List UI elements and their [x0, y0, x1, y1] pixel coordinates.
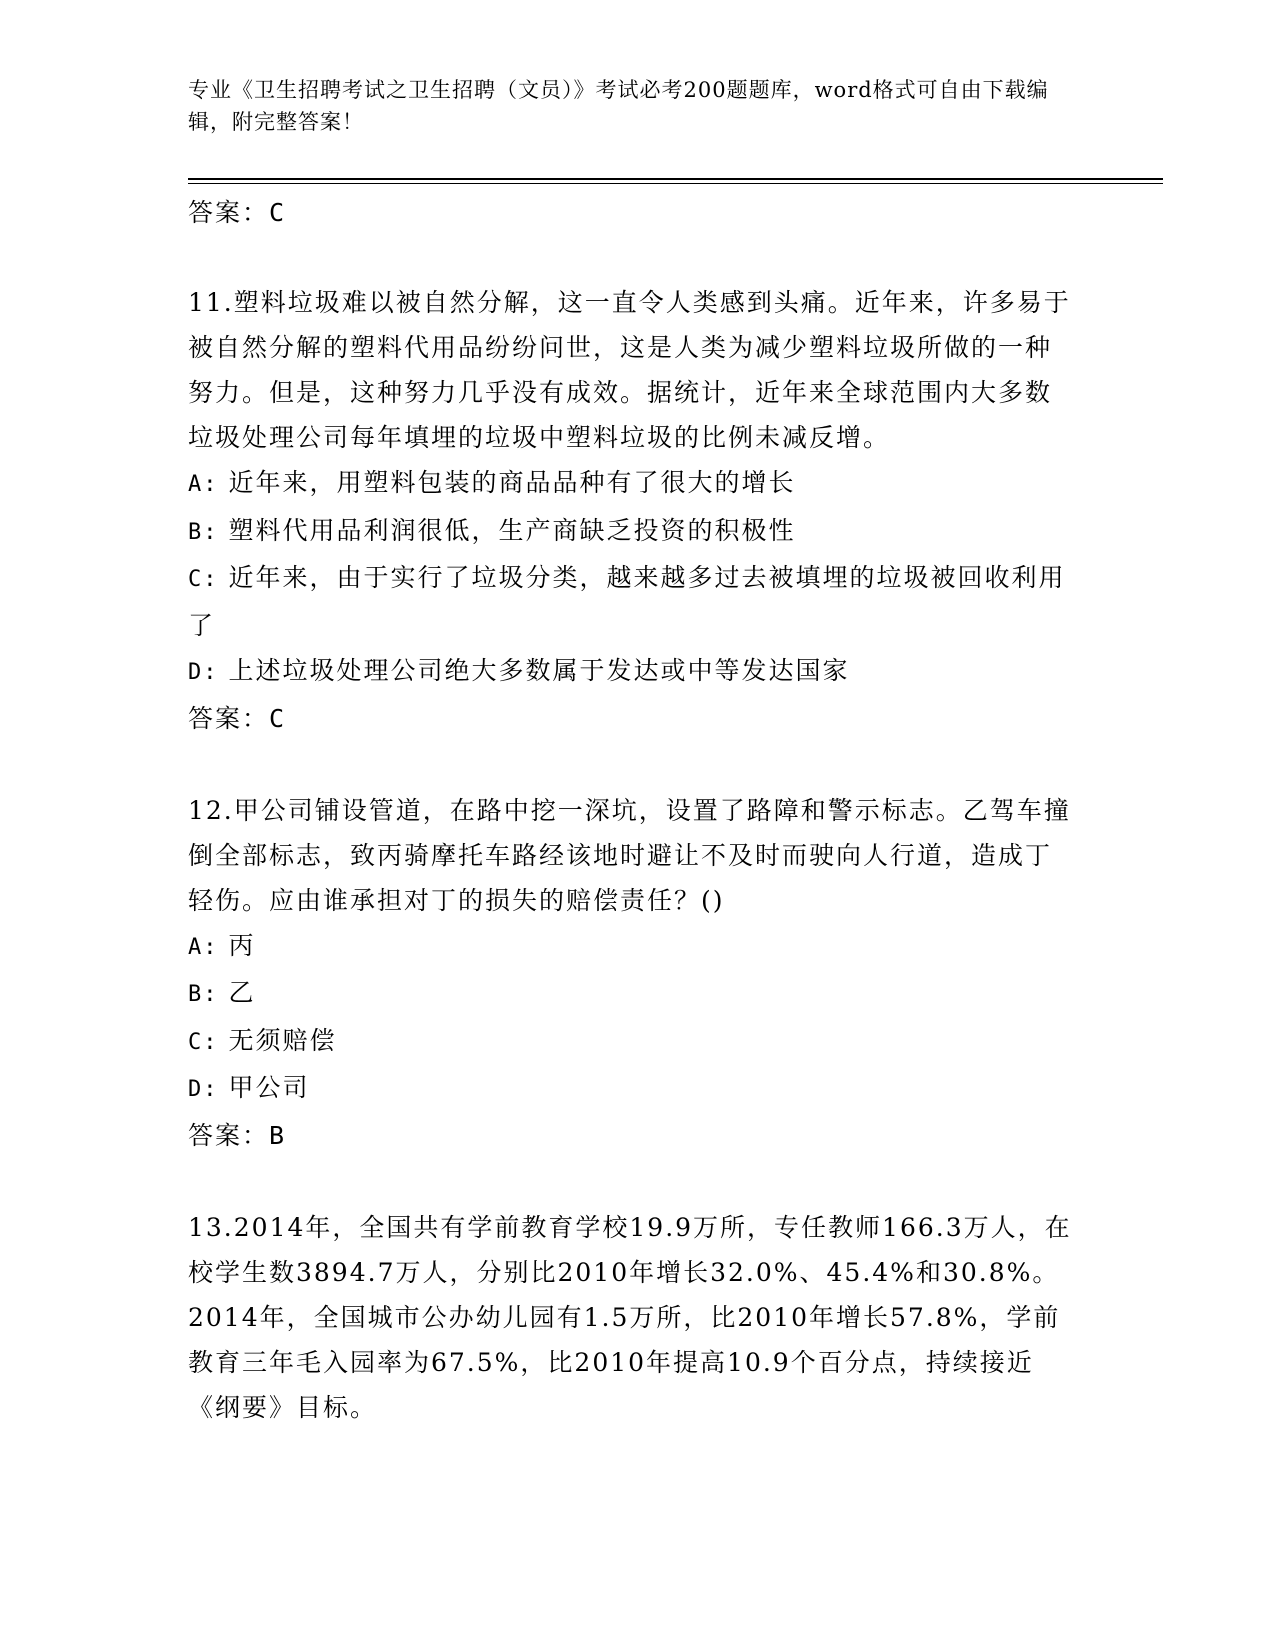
answer-label: 答案： [188, 703, 270, 733]
option-text: 甲公司 [228, 1073, 310, 1102]
option-letter: A: [188, 472, 219, 497]
option-letter: C: [188, 567, 219, 592]
header-divider-thin [188, 183, 1163, 184]
option-b [188, 970, 1078, 1018]
option-text: 丙 [228, 930, 256, 960]
answer-line [188, 696, 1078, 742]
page-header: 专业《卫生招聘考试之卫生招聘（文员）》考试必考200题题库，word格式可自由下载编辑，附完整答案！ [188, 78, 1049, 134]
option-letter: B: [188, 519, 219, 545]
answer-value: C [269, 703, 287, 733]
document-body [188, 190, 1078, 1430]
option-text: 近年来，由于实行了垃圾分类，越来越多过去被填埋的垃圾被回收利用了 [188, 563, 1066, 640]
option-letter: D: [188, 660, 219, 685]
option-text: 塑料代用品利润很低，生产商缺乏投资的积极性 [228, 515, 796, 545]
option-letter: B: [188, 982, 219, 1007]
option-c [188, 555, 1078, 648]
option-a [188, 923, 1078, 971]
header-divider [188, 178, 1163, 180]
option-text: 近年来，用塑料包装的商品品种有了很大的增长 [228, 468, 796, 497]
question-11 [188, 280, 1078, 742]
answer-line [188, 1113, 1078, 1159]
question-stem: 11.塑料垃圾难以被自然分解，这一直令人类感到头痛。近年来，许多易于被自然分解的塑料代用品纷纷问世，这是人类为减少塑料垃圾所做的一种努力。但是，这种努力几乎没有成效。据统计，近年来全球范围内大多数垃圾处理公司每年填埋的垃圾中塑料垃圾的比例未减反增。 [188, 288, 1071, 452]
option-text: 乙 [228, 978, 256, 1007]
option-d [188, 648, 1078, 696]
answer-value: B [269, 1120, 287, 1150]
option-letter: C: [188, 1029, 219, 1055]
answer-line [188, 190, 1078, 236]
option-text: 上述垃圾处理公司绝大多数属于发达或中等发达国家 [228, 656, 850, 685]
question-stem: 12.甲公司铺设管道，在路中挖一深坑，设置了路障和警示标志。乙驾车撞倒全部标志，致丙骑摩托车路经该地时避让不及时而驶向人行道，造成丁轻伤。应由谁承担对丁的损失的赔偿责任？() [188, 795, 1071, 915]
option-c [188, 1018, 1078, 1066]
question-12 [188, 788, 1078, 1159]
option-b [188, 508, 1078, 556]
answer-label: 答案： [188, 1120, 270, 1150]
option-d [188, 1065, 1078, 1113]
option-text: 无须赔偿 [228, 1025, 337, 1055]
option-a [188, 460, 1078, 508]
option-letter: D: [188, 1077, 219, 1102]
option-letter: A: [188, 934, 219, 960]
answer-value: C [269, 198, 287, 227]
question-stem: 13.2014年，全国共有学前教育学校19.9万所，专任教师166.3万人，在校学生数3894.7万人，分别比2010年增长32.0%、45.4%和30.8%。2014年，全国城市公办幼儿园有1.5万所，比2010年增长57.8%，学前教育三年毛入园率为67.5%，比2010年提高10.9个百分点，持续接近《纲要》目标。 [188, 1212, 1072, 1422]
answer-label: 答案： [188, 198, 270, 227]
question-13 [188, 1205, 1078, 1430]
